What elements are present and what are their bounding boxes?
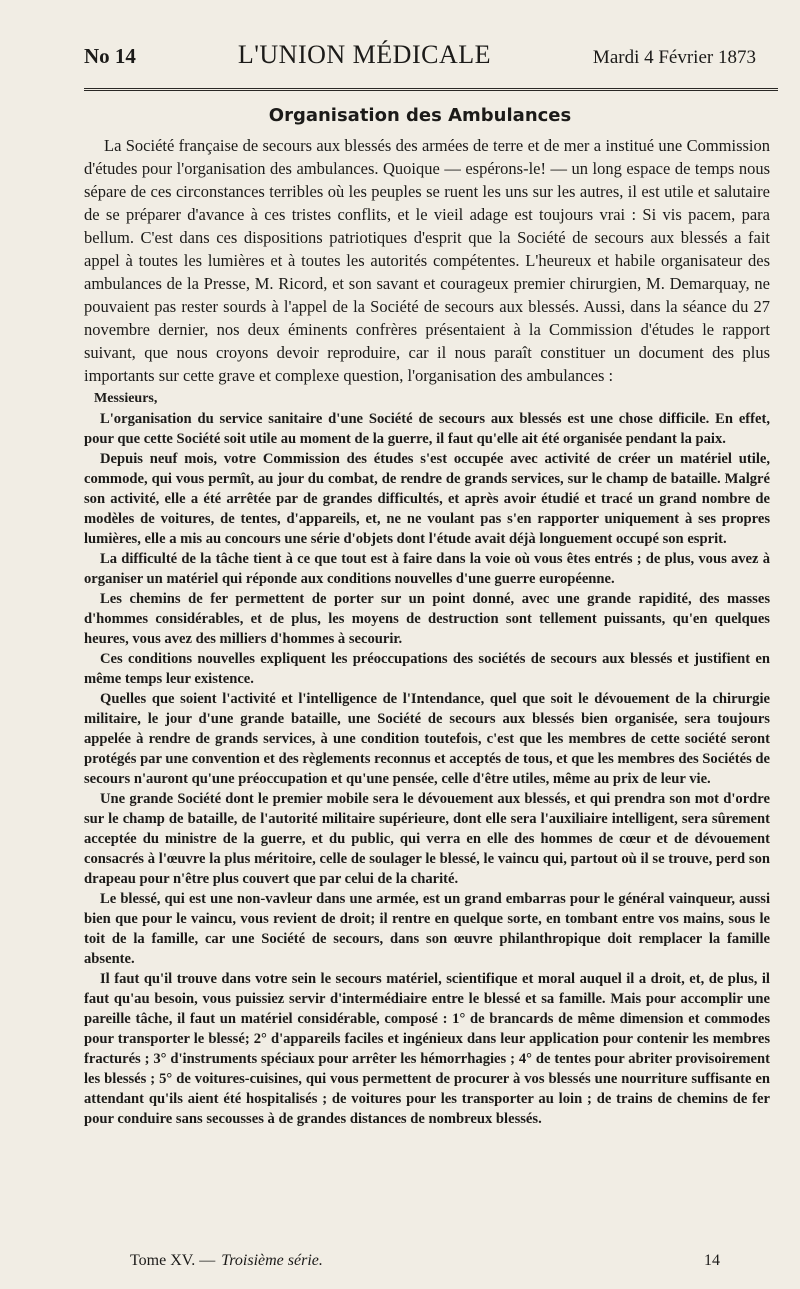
paragraph: Le blessé, qui est une non-vavleur dans une armée, est un grand embarras pour le général vainqueur, aussi bien que pour le vaincu, vous revient de droit; il rentre en quelque sorte, en tombant entre vos mains, sous le toit de la famille, car une Société de secours, dans son œuvre philanthropique doit remplacer la famille absente.: [84, 891, 770, 967]
paragraph: Depuis neuf mois, votre Commission des études s'est occupée avec activité de créer un matériel utile, commode, qui vous permît, au jour du combat, de rendre de grands services, sur le champ de bataille. Malgré son activité, elle a été arrêtée par de grandes difficultés, et après avoir étudié et tracé un grand nombre de modèles de voitures, de tentes, d'appareils, et, ne ne voulant pas s'en rapporter uniquement à ses propres lumières, elle a mis au concours une série d'objets dont l'étude avait déjà longuement occupé son esprit.: [84, 451, 770, 547]
paragraph: L'organisation du service sanitaire d'une Société de secours aux blessés est une chose difficile. En effet, pour que cette Société soit utile au moment de la guerre, il faut qu'elle ait été organisée pendant la paix.: [84, 411, 770, 447]
paragraph: La difficulté de la tâche tient à ce que tout est à faire dans la voie où vous êtes entrés ; de plus, vous avez à organiser un matériel qui réponde aux conditions nouvelles d'une guerre européenne.: [84, 551, 770, 587]
paragraph: Il faut qu'il trouve dans votre sein le secours matériel, scientifique et moral auquel il a droit, et, de plus, il faut qu'au besoin, vous puissiez servir d'intermédiaire entre le blessé et sa famille. Mais pour accomplir une pareille tâche, il faut un matériel considérable, composé : 1° de brancards de même dimension et commodes pour transporter le blessé; 2° d'appareils faciles et ingénieux dans leur application pour contenir les membres fracturés ; 3° d'instruments spéciaux pour arrêter les hémorrhagies ; 4° de tentes pour abriter provisoirement les blessés ; 5° de voitures-cuisines, qui vous permettent de procurer à vos blessés une nourriture suffisante en attendant qu'ils aient été hospitalisés ; de voitures pour les transporter au loin ; de trains de chemins de fer pour conduire sans secousses à de grandes distances de nombreux blessés.: [84, 971, 770, 1127]
page-footer: [130, 1252, 720, 1270]
issue-date: Mardi 4 Février 1873: [592, 47, 756, 68]
series-label: Troisième série.: [221, 1252, 323, 1269]
journal-title: L'UNION MÉDICALE: [237, 40, 491, 69]
paragraph: Ces conditions nouvelles expliquent les préoccupations des sociétés de secours aux blessés et justifient en même temps leur existence.: [84, 651, 770, 687]
salutation: Messieurs,: [94, 391, 158, 406]
page-number: 14: [704, 1252, 720, 1269]
report-body: [84, 409, 770, 1129]
paragraph: Une grande Société dont le premier mobile sera le dévouement aux blessés, et qui prendra son mot d'ordre sur le champ de bataille, de l'autorité militaire supérieure, dont elle sera l'auxiliaire intelligent, sera sûrement acceptée du ministre de la guerre, et du public, qui verra en elle des hommes de cœur et de dévouement consacrés à l'œuvre la plus méritoire, celle de soulager le blessé, le vaincu qui, partout où il se trouve, perd son drapeau pour n'être plus couvert que par celui de la charité.: [84, 791, 770, 887]
footer-volume-series: [130, 1252, 329, 1270]
paragraph: Quelles que soient l'activité et l'intelligence de l'Intendance, quel que soit le dévouement de la chirurgie militaire, le jour d'une grande bataille, une Société de secours aux blessés bien organisée, sera toujours appelée à rendre de grands services, à une condition toutefois, c'est que les membres de cette société seront protégés par une convention et des règlements reconnus et acceptés de tous, et que les membres des Sociétés de secours n'auront qu'une préoccupation et qu'une pensée, celle d'être utiles, même au prix de leur vie.: [84, 691, 770, 787]
article-intro: [84, 134, 770, 387]
header-rule: [84, 88, 778, 91]
issue-number: No 14: [84, 44, 136, 68]
volume-label: Tome XV. —: [130, 1252, 216, 1269]
intro-paragraph: La Société française de secours aux blessés des armées de terre et de mer a institué une Commission d'études pour l'organisation des ambulances. Quoique — espérons-le! — un long espace de temps nous sépare de ces circonstances terribles où les peuples se ruent les uns sur les autres, il est utile et salutaire de se préparer d'avance à ces tristes conflits, et le vieil adage est toujours vrai : Si vis pacem, para bellum. C'est dans ces dispositions patriotiques d'esprit que la Société de secours aux blessés a fait appel à toutes les lumières et à toutes les autorités compétentes. L'heureux et habile organisateur des ambulances de la Presse, M. Ricord, et son savant et courageux premier chirurgien, M. Demarquay, ne pouvaient pas rester sourds à l'appel de la Société de secours aux blessés. Aussi, dans la séance du 27 novembre dernier, nos deux éminents confrères présentaient à la Commission d'études le rapport suivant, que nous croyons devoir reproduire, car il nous paraît constituer un document des plus importants sur cette grave et complexe question, l'organisation des ambulances :: [84, 136, 770, 385]
paragraph: Les chemins de fer permettent de porter sur un point donné, avec une grande rapidité, des masses d'hommes considérables, et de plus, les moyens de destruction sont tellement puissants, qu'en quelques heures, vous avez des milliers d'hommes à secourir.: [84, 591, 770, 647]
article-title: Organisation des Ambulances: [268, 105, 572, 126]
page-header: [84, 40, 756, 78]
